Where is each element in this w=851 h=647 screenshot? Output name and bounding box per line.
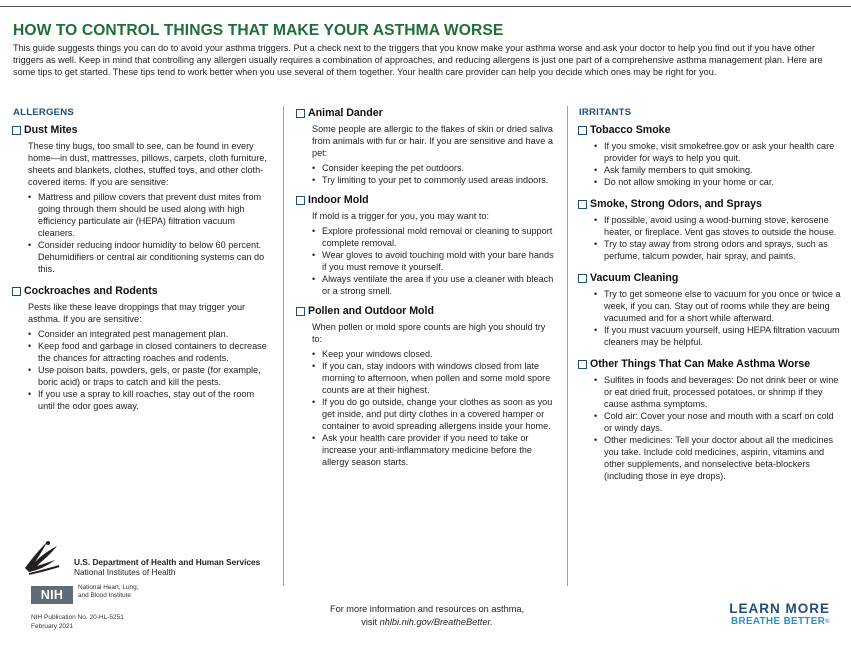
more-info-footer: [297, 603, 557, 629]
learn-more-logo: [708, 602, 830, 628]
nhlbi-line-2: and Blood Institute: [78, 592, 131, 599]
learn-more-text: LEARN MORE: [729, 601, 830, 616]
dust-mites-heading: Dust Mites: [24, 124, 78, 136]
animal-dander-text: Some people are allergic to the flakes of skin or dried saliva from animals with fur or hair. If you are sensitive and have a pet:: [312, 124, 553, 158]
list-item: • Do not allow smoking in your home or car.: [594, 176, 841, 188]
hhs-eagle-icon: [17, 530, 67, 580]
list-item: • Ask your health care provider if you need to take or increase your anti-inflammatory medicine before the allergy season starts.: [312, 432, 557, 468]
other-heading: Other Things That Can Make Asthma Worse: [590, 358, 811, 370]
page-title: HOW TO CONTROL THINGS THAT MAKE YOUR ASTHMA WORSE: [13, 22, 504, 39]
list-item: • Keep your windows closed.: [312, 348, 557, 360]
nhlbi-line-1: National Heart, Lung,: [78, 584, 139, 591]
top-rule: [0, 6, 851, 7]
dust-mites-list: [28, 191, 270, 275]
indoor-mold-checkbox[interactable]: [296, 196, 305, 205]
animal-dander-heading: Animal Dander: [308, 107, 383, 119]
column-divider-1: [283, 106, 284, 586]
visit-prefix: visit: [361, 617, 378, 627]
pollen-list: [312, 348, 557, 468]
tobacco-list: [594, 140, 841, 188]
more-info-text: For more information and resources on asthma,: [329, 604, 525, 614]
list-item: • Try to get someone else to vacuum for you once or twice a week, if you can. Stay out of rooms while they are being vacuumed and for a short while afterward.: [594, 288, 841, 324]
publication-number: NIH Publication No. 20-HL-5251: [31, 614, 124, 621]
publication-date: February 2021: [31, 622, 74, 630]
indoor-mold-heading: Indoor Mold: [308, 194, 369, 206]
list-item: • Wear gloves to avoid touching mold with your bare hands if you must remove it yourself.: [312, 249, 557, 273]
pollen-text: When pollen or mold spore counts are high you should try to:: [312, 322, 546, 344]
smoke-odors-checkbox[interactable]: [578, 200, 587, 209]
pollen-heading: Pollen and Outdoor Mold: [308, 305, 434, 317]
section-pollen: [296, 305, 557, 317]
list-item: • Consider reducing indoor humidity to below 60 percent. Dehumidifiers or central air conditioning systems can do this.: [28, 239, 270, 275]
cockroaches-heading: Cockroaches and Rodents: [24, 285, 158, 297]
list-item: • If you do go outside, change your clothes as soon as you get inside, and put dirty clothes in a covered hamper or container to avoid spreading allergens inside your home.: [312, 396, 557, 432]
other-list: [594, 374, 841, 482]
list-item: • Consider an integrated pest management plan.: [28, 328, 270, 340]
section-vacuum: [578, 272, 841, 284]
section-other: [578, 358, 841, 370]
nih-logo: NIH: [31, 586, 73, 604]
column-allergens: [13, 107, 270, 420]
visit-line: [297, 616, 557, 629]
publication-info: [31, 614, 124, 631]
list-item: • Explore professional mold removal or cleaning to support complete removal.: [312, 225, 557, 249]
list-item: • If you smoke, visit smokefree.gov or ask your health care provider for ways to help you quit.: [594, 140, 841, 164]
tobacco-heading: Tobacco Smoke: [590, 124, 671, 136]
list-item: • Try to stay away from strong odors and sprays, such as perfume, talcum powder, hair spray, and paints.: [594, 238, 841, 262]
registered-mark: ®: [825, 619, 830, 625]
indoor-mold-text: If mold is a trigger for you, you may want to:: [312, 211, 489, 221]
dust-mites-checkbox[interactable]: [12, 126, 21, 135]
list-item: • Cold air: Cover your nose and mouth with a scarf on cold or windy days.: [594, 410, 841, 434]
column-irritants: [579, 107, 841, 490]
cockroaches-list: [28, 328, 270, 412]
list-item: • Mattress and pillow covers that prevent dust mites from going through them should be used along with high efficiency particulate air (HEPA) filtration vacuum cleaners.: [28, 191, 270, 239]
visit-link[interactable]: nhlbi.nih.gov/BreatheBetter.: [379, 617, 493, 627]
category-irritants: IRRITANTS: [579, 107, 632, 118]
other-checkbox[interactable]: [578, 360, 587, 369]
breathe-better-line: [708, 616, 830, 628]
nhlbi-name: [78, 584, 138, 600]
animal-dander-list: [312, 162, 557, 186]
list-item: • Keep food and garbage in closed containers to decrease the chances for attracting roaches and rodents.: [28, 340, 270, 364]
vacuum-checkbox[interactable]: [578, 274, 587, 283]
list-item: • Ask family members to quit smoking.: [594, 164, 841, 176]
dust-mites-text: These tiny bugs, too small to see, can be found in every home—in dust, mattresses, pillows, carpets, cloth furniture, sheets and blankets, clothes, stuffed toys, and other cloth-covered items. If you are sensitive:: [28, 141, 267, 187]
list-item: • If you use a spray to kill roaches, stay out of the room until the odor goes away.: [28, 388, 270, 412]
column-divider-2: [567, 106, 568, 586]
list-item: • If possible, avoid using a wood-burning stove, kerosene heater, or fireplace. Vent gas stoves to outside the house.: [594, 214, 841, 238]
tobacco-checkbox[interactable]: [578, 126, 587, 135]
cockroaches-text: Pests like these leave droppings that may trigger your asthma. If you are sensitive:: [28, 302, 246, 324]
list-item: • If you must vacuum yourself, using HEPA filtration vacuum cleaners may be helpful.: [594, 324, 841, 348]
hhs-block: [17, 530, 277, 580]
list-item: • Try limiting to your pet to commonly used areas indoors.: [312, 174, 557, 186]
section-cockroaches: [12, 285, 270, 297]
section-indoor-mold: [296, 194, 557, 206]
section-smoke-odors: [578, 198, 841, 210]
list-item: • Always ventilate the area if you use a cleaner with bleach or a strong smell.: [312, 273, 557, 297]
breathe-better-text: BREATHE BETTER: [731, 616, 826, 627]
cockroaches-checkbox[interactable]: [12, 287, 21, 296]
list-item: • Use poison baits, powders, gels, or paste (for example, boric acid) or traps to catch and kill the pests.: [28, 364, 270, 388]
section-tobacco: [578, 124, 841, 136]
column-middle: [297, 107, 557, 476]
hhs-name: U.S. Department of Health and Human Services: [74, 557, 261, 567]
pollen-checkbox[interactable]: [296, 307, 305, 316]
list-item: • Consider keeping the pet outdoors.: [312, 162, 557, 174]
animal-dander-checkbox[interactable]: [296, 109, 305, 118]
list-item: • Sulfites in foods and beverages: Do not drink beer or wine or eat dried fruit, processed potatoes, or shrimp if they cause asthma symptoms.: [594, 374, 841, 410]
vacuum-heading: Vacuum Cleaning: [590, 272, 679, 284]
section-dust-mites: [12, 124, 270, 136]
nih-name: National Institutes of Health: [74, 567, 176, 577]
smoke-odors-list: [594, 214, 841, 262]
category-allergens: ALLERGENS: [13, 107, 74, 118]
vacuum-list: [594, 288, 841, 348]
section-animal-dander: [296, 107, 557, 119]
smoke-odors-heading: Smoke, Strong Odors, and Sprays: [590, 198, 762, 210]
list-item: • If you can, stay indoors with windows closed from late morning to afternoon, when pollen and some mold spore counts are at their highest.: [312, 360, 557, 396]
list-item: • Other medicines: Tell your doctor about all the medicines you take. Include cold medicines, aspirin, vitamins and other supplements, and nonselective beta-blockers (including those in eye drops).: [594, 434, 841, 482]
indoor-mold-list: [312, 225, 557, 297]
intro-paragraph: This guide suggests things you can do to avoid your asthma triggers. Put a check next to the triggers that you know make your asthma worse and ask your doctor to help you find out if you have other triggers as well. Keep in mind that controlling any allergen usually requires a combination of approaches, and reducing allergens is just one part of a comprehensive asthma management plan. Here are some tips to get started. These tips tend to work better when you use several of them together. Your health care provider can help you decide which ones may be right for you.: [13, 43, 823, 77]
